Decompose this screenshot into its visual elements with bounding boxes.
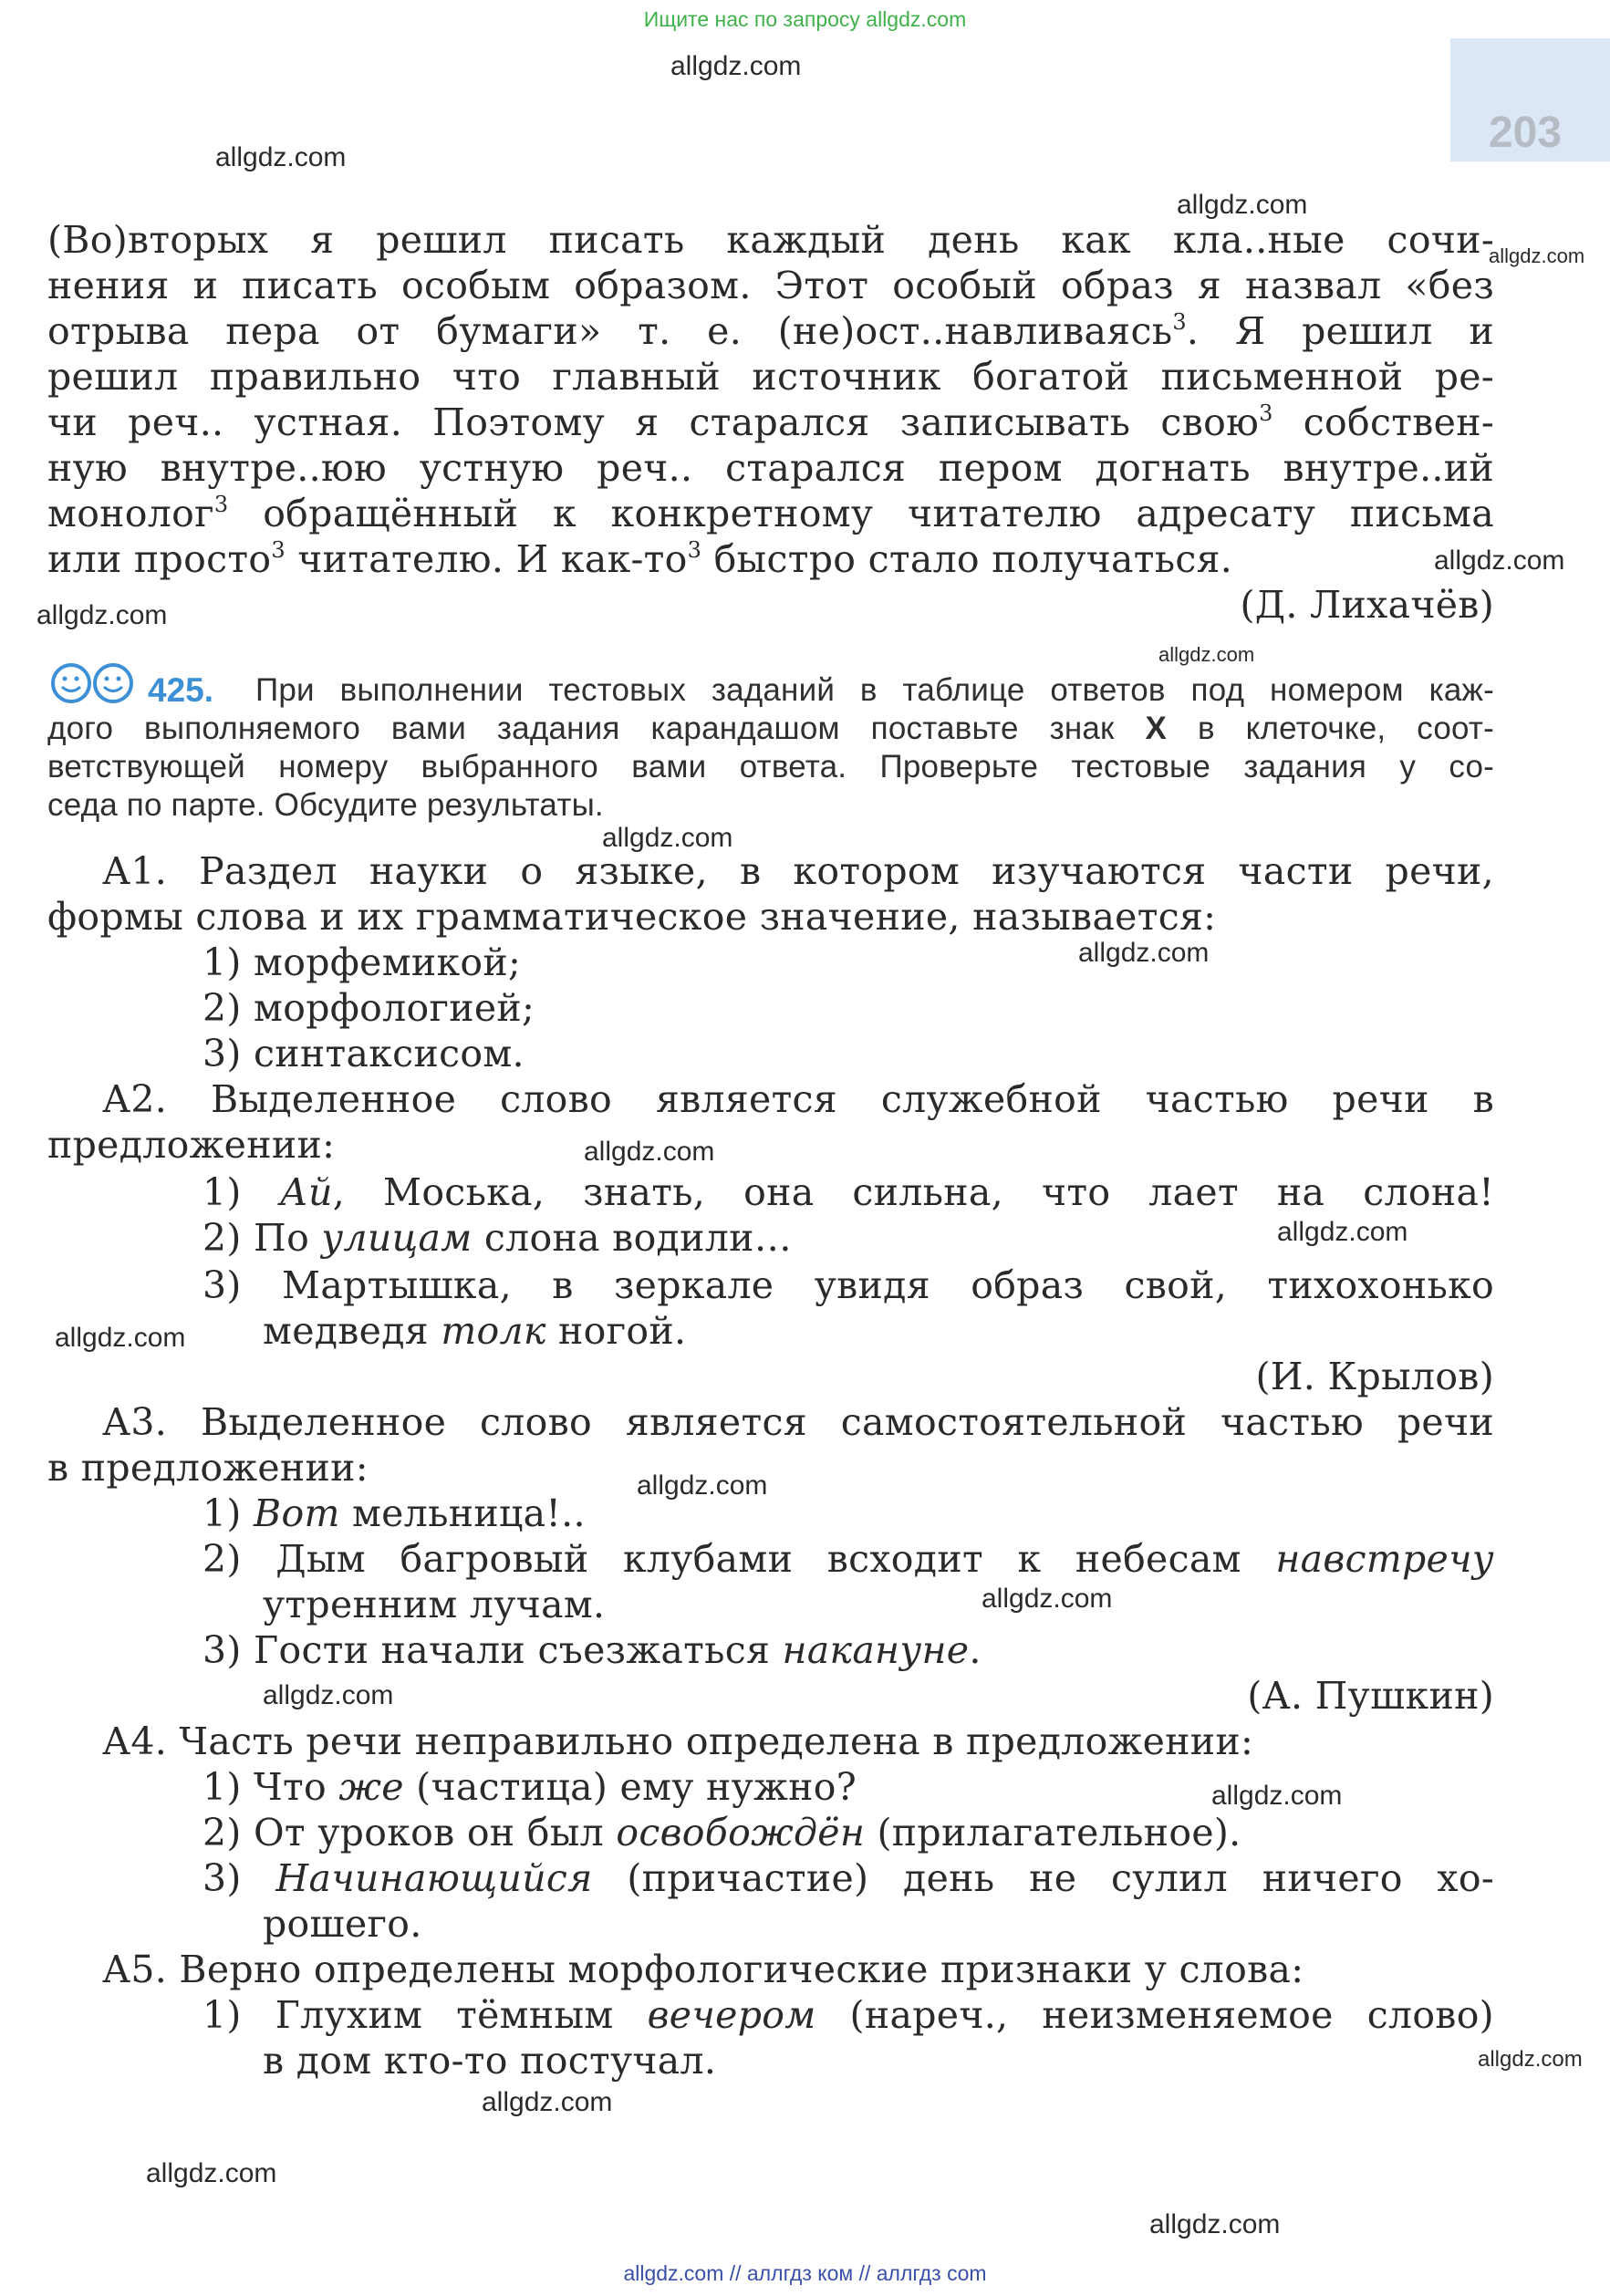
- a2-source: (И. Крылов): [1255, 1355, 1494, 1398]
- a3-source: (А. Пушкин): [1247, 1674, 1494, 1718]
- watermark: allgdz.com: [36, 600, 168, 630]
- site-banner-top[interactable]: Ищите нас по запросу allgdz.com: [643, 7, 967, 31]
- page-number: 203: [1488, 109, 1563, 157]
- intro-line: монолог$^3$ обращённый к конкретному читателю адресату письма: [47, 492, 1494, 535]
- answer-option: 3) синтаксисом.: [203, 1032, 525, 1075]
- answer-option-cont: рошего.: [263, 1902, 422, 1946]
- answer-option: 3) Начинающийся (причастие) день не сулил ничего хо-: [203, 1856, 1494, 1900]
- watermark: allgdz.com: [1478, 2047, 1583, 2072]
- exercise-number: 425.: [148, 671, 214, 709]
- question-a2: А2. Выделенное слово является служебной частью речи в: [102, 1077, 1494, 1121]
- watermark: allgdz.com: [1211, 1781, 1343, 1811]
- question-a3: А3. Выделенное слово является самостоятельной частью речи: [102, 1400, 1494, 1444]
- watermark: allgdz.com: [637, 1470, 768, 1501]
- question-a1-cont: формы слова и их грамматическое значение, называется:: [47, 895, 1217, 939]
- answer-option: 1) Вот мельница!..: [203, 1491, 586, 1535]
- exercise-text: седа по парте. Обсудите результаты.: [47, 787, 604, 823]
- watermark: allgdz.com: [55, 1323, 186, 1353]
- intro-line: решил правильно что главный источник богатой письменной ре-: [47, 355, 1494, 399]
- answer-option: 1) морфемикой;: [203, 940, 522, 984]
- watermark: allgdz.com: [584, 1137, 715, 1167]
- watermark: allgdz.com: [670, 51, 802, 81]
- answer-option: 3) Гости начали съезжаться накануне.: [203, 1628, 982, 1672]
- watermark: allgdz.com: [602, 823, 733, 853]
- watermark: allgdz.com: [982, 1584, 1113, 1614]
- intro-line: ную внутре..юю устную реч.. старался пером догнать внутре..ий: [47, 446, 1494, 490]
- watermark: allgdz.com: [1149, 2209, 1281, 2239]
- answer-option: 2) От уроков он был освобождён (прилагательное).: [203, 1811, 1241, 1854]
- answer-option-cont: медведя толк ногой.: [263, 1309, 687, 1353]
- answer-option: 2) По улицам слона водили…: [203, 1216, 792, 1260]
- watermark: allgdz.com: [1158, 643, 1255, 666]
- watermark: allgdz.com: [1177, 190, 1308, 220]
- exercise-smiley-icon: [49, 660, 139, 706]
- intro-line: нения и писать особым образом. Этот особый образ я назвал «без: [47, 264, 1494, 307]
- question-a3-cont: в предложении:: [47, 1446, 369, 1490]
- question-a2-cont: предложении:: [47, 1123, 336, 1167]
- watermark: allgdz.com: [1078, 938, 1210, 968]
- question-a5: А5. Верно определены морфологические признаки у слова:: [102, 1948, 1304, 1991]
- intro-line: чи реч.. устная. Поэтому я старался записывать свою$^3$ собствен-: [47, 400, 1494, 444]
- answer-option: 1) Что же (частица) ему нужно?: [203, 1765, 857, 1809]
- answer-option: 3) Мартышка, в зеркале увидя образ свой, тихохонько: [203, 1263, 1494, 1307]
- intro-line: (Во)вторых я решил писать каждый день как кла..ные сочи-: [47, 218, 1494, 262]
- intro-source: (Д. Лихачёв): [1240, 583, 1494, 627]
- answer-option-cont: утренним лучам.: [263, 1583, 606, 1626]
- site-banner-bottom[interactable]: allgdz.com // аллгдз ком // аллгдз com: [623, 2261, 987, 2285]
- watermark: allgdz.com: [215, 142, 347, 172]
- exercise-text: дого выполняемого вами задания карандашом поставьте знак X в клеточке, соот-: [47, 711, 1494, 746]
- watermark: allgdz.com: [1434, 545, 1565, 576]
- watermark: allgdz.com: [146, 2158, 277, 2188]
- intro-line: или просто$^3$ читателю. И как-$то^3$ быстро стало получаться.: [47, 537, 1233, 581]
- answer-option: 2) морфологией;: [203, 986, 535, 1030]
- intro-line: отрыва пера от бумаги» т. е. (не)ост..навливаясь$^3$. Я решил и: [47, 309, 1494, 353]
- watermark: allgdz.com: [1489, 244, 1585, 267]
- watermark: allgdz.com: [1277, 1217, 1408, 1247]
- question-a4: А4. Часть речи неправильно определена в предложении:: [102, 1719, 1254, 1763]
- answer-option: 1) Глухим тёмным вечером (нареч., неизменяемое слово): [203, 1993, 1494, 2037]
- exercise-text: При выполнении тестовых заданий в таблице ответов под номером каж-: [255, 672, 1494, 708]
- answer-option: 2) Дым багровый клубами всходит к небесам навстречу: [203, 1537, 1495, 1581]
- question-a1: А1. Раздел науки о языке, в котором изучаются части речи,: [102, 849, 1494, 893]
- answer-option-cont: в дом кто-то постучал.: [263, 2039, 717, 2083]
- watermark: allgdz.com: [263, 1680, 394, 1710]
- exercise-text: ветствующей номеру выбранного вами ответа. Проверьте тестовые задания у со-: [47, 749, 1494, 784]
- watermark: allgdz.com: [482, 2087, 613, 2117]
- answer-option: 1) Ай, Моська, знать, она сильна, что лает на слона!: [203, 1170, 1494, 1214]
